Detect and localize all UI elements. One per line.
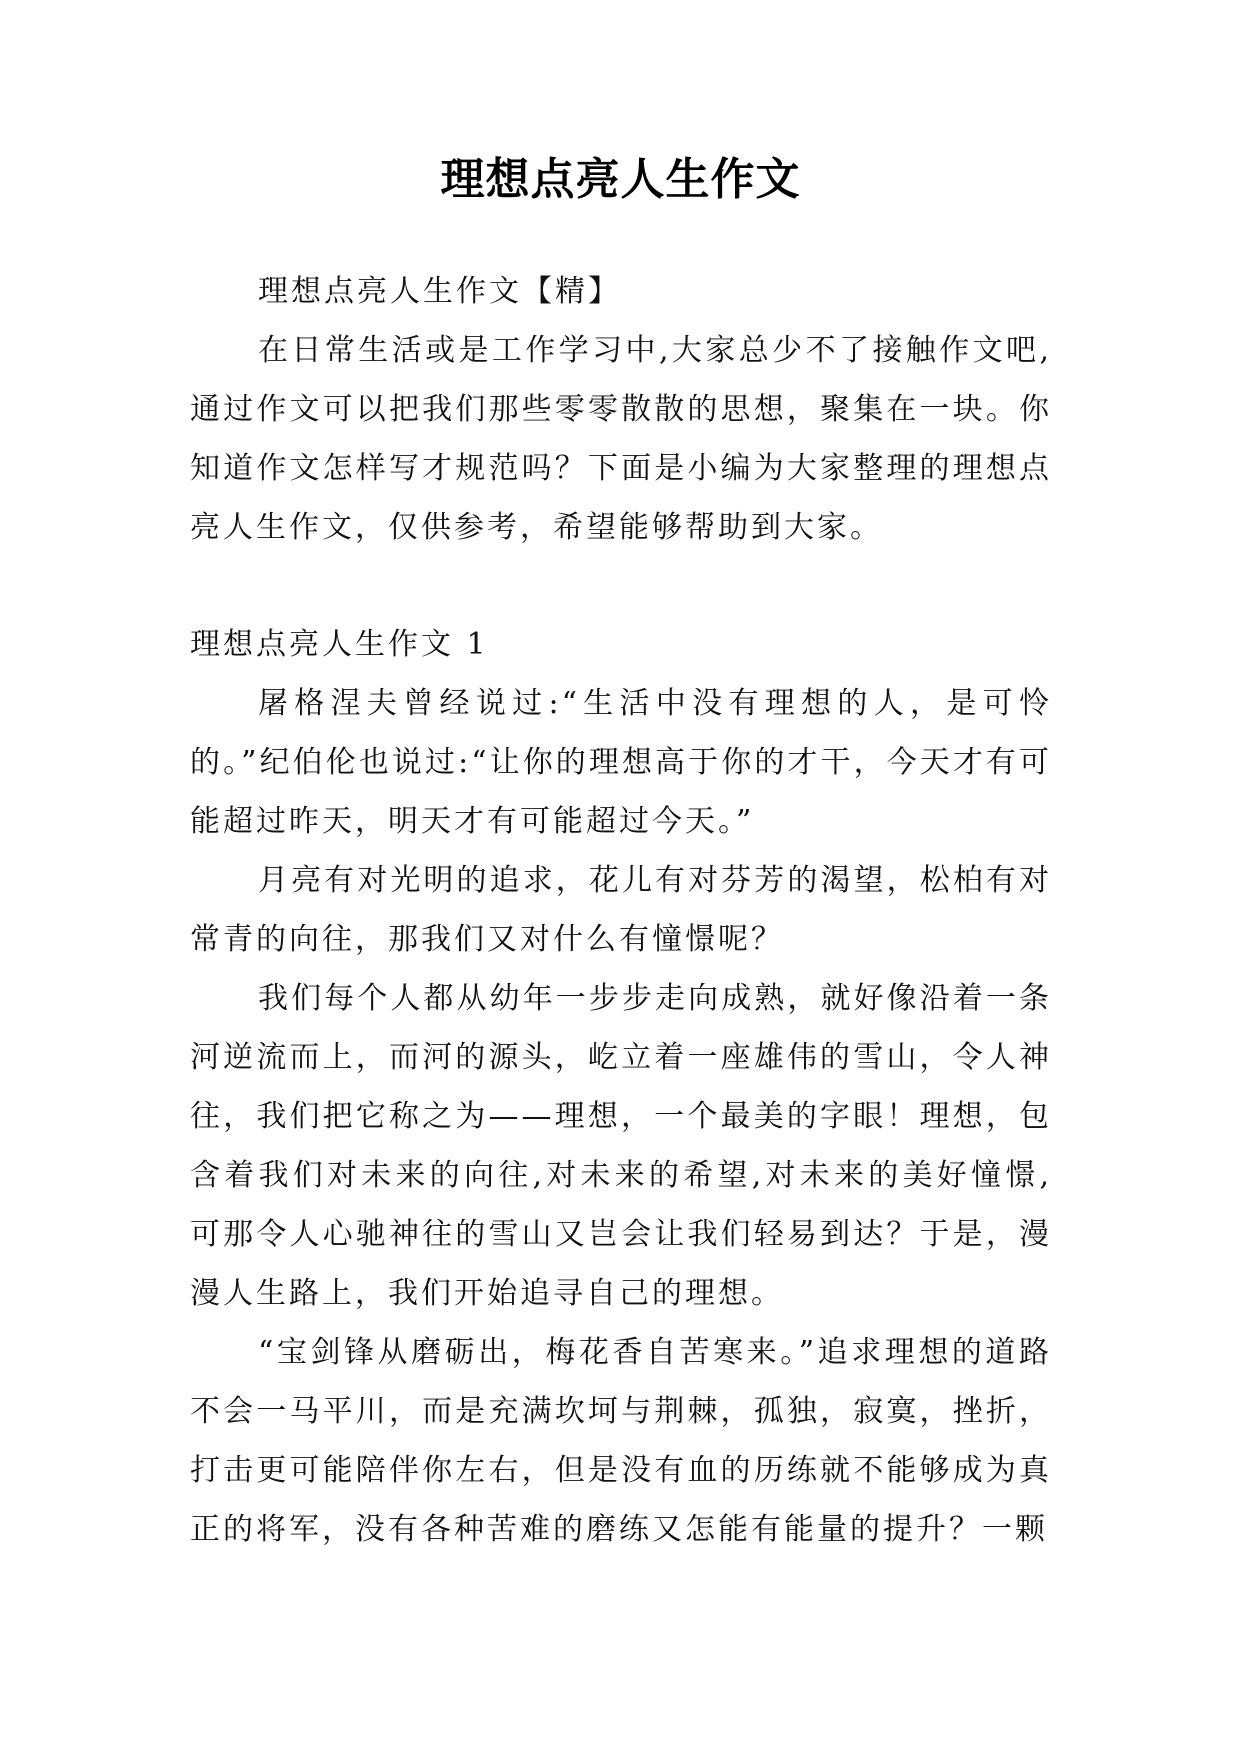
body-paragraph-1: 屠格涅夫曾经说过:“生活中没有理想的人，是可怜的。”纪伯伦也说过:“让你的理想高于你的才干，今天才有可能超过昨天，明天才有可能超过今天。”: [190, 686, 1052, 839]
body-paragraph-3: 我们每个人都从幼年一步步走向成熟，就好像沿着一条河逆流而上，而河的源头，屹立着一座雄伟的雪山，令人神往，我们把它称之为——理想，一个最美的字眼！理想，包含着我们对未来的向往,对未来的希望,对未来的美好憧憬,可那令人心驰神往的雪山又岂会让我们轻易到达？于是，漫漫人生路上，我们开始追寻自己的理想。: [190, 981, 1052, 1311]
document-body: [190, 262, 1052, 1559]
document-subtitle: 理想点亮人生作文【精】: [258, 274, 621, 309]
body-paragraph-2: 月亮有对光明的追求，花儿有对芬芳的渴望，松柏有对常青的向往，那我们又对什么有憧憬呢？: [190, 863, 1052, 957]
section-heading: 理想点亮人生作文 1: [190, 627, 489, 662]
body-paragraph-4: “宝剑锋从磨砺出，梅花香自苦寒来。”追求理想的道路不会一马平川，而是充满坎坷与荆棘，孤独，寂寞，挫折，打击更可能陪伴你左右，但是没有血的历练就不能够成为真正的将军，没有各种苦难的磨练又怎能有能量的提升？一颗: [190, 1335, 1052, 1547]
document-title: 理想点亮人生作文: [440, 154, 801, 205]
intro-paragraph: 在日常生活或是工作学习中,大家总少不了接触作文吧,通过作文可以把我们那些零零散散的思想，聚集在一块。你知道作文怎样写才规范吗？下面是小编为大家整理的理想点亮人生作文，仅供参考，希望能够帮助到大家。: [190, 333, 1052, 545]
